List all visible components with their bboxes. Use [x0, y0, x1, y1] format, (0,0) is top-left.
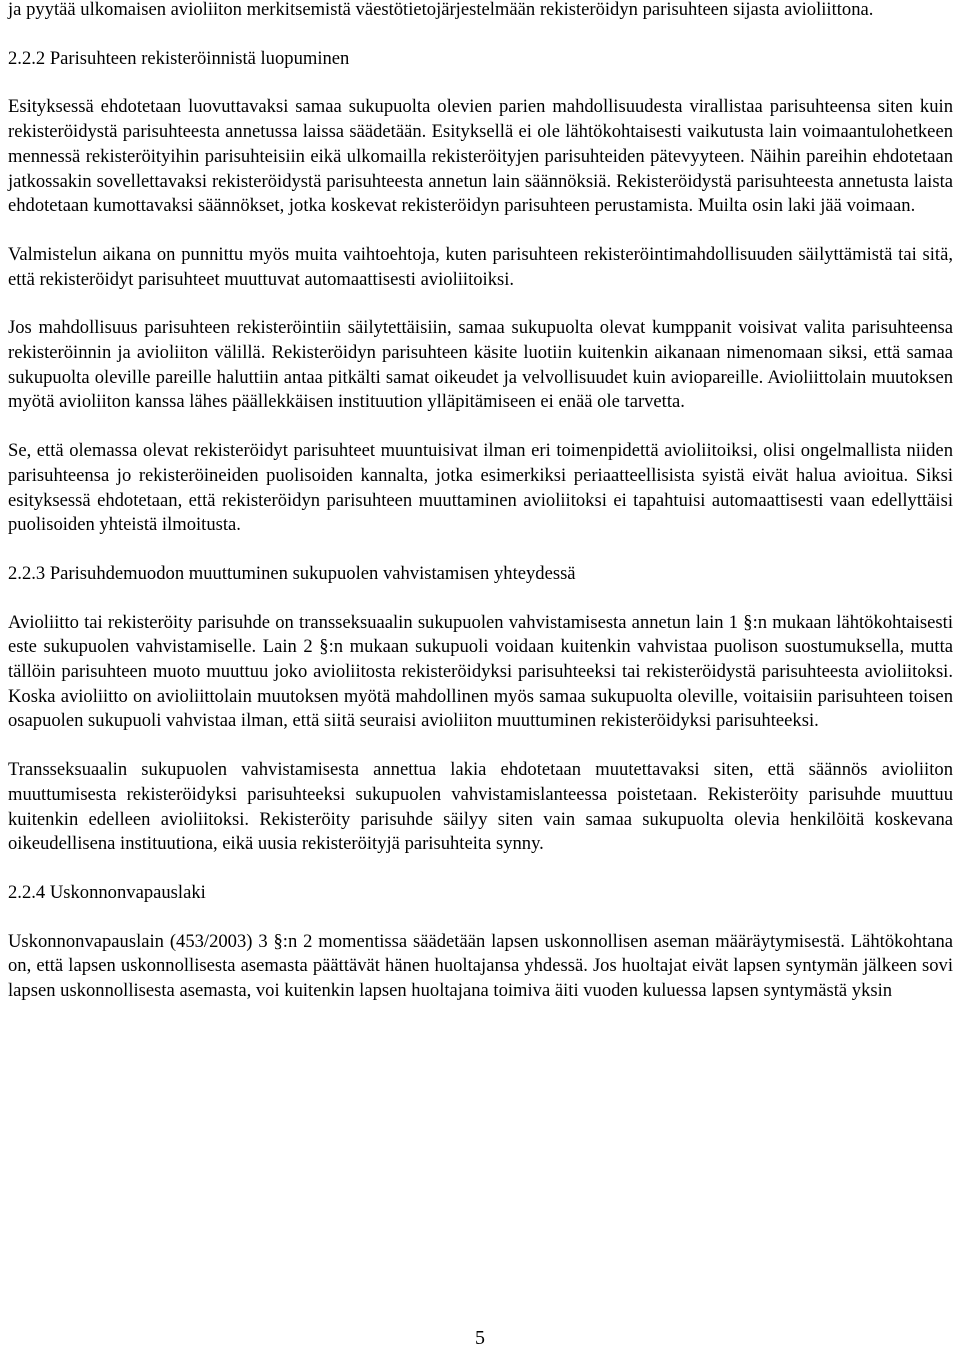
body-paragraph: Jos mahdollisuus parisuhteen rekisteröintiin säilytettäisiin, samaa sukupuolta olevat kumppanit voisivat valita parisuhteensa rekisteröinnin ja avioliiton välillä. Rekisteröidyn parisuhteen käsite luotiin kuitenkin aikanaan nimenomaan siksi, että samaa sukupuolta oleville pareille haluttiin antaa pitkälti samat oikeudet ja velvollisuudet kuin aviopareille. Avioliittolain muutoksen myötä avioliiton kanssa lähes päällekkäisen instituution ylläpitämiseen ei enää ole tarvetta.	[8, 317, 953, 413]
section-heading-2-2-2: 2.2.2 Parisuhteen rekisteröinnistä luopuminen	[8, 47, 350, 69]
body-paragraph: Esityksessä ehdotetaan luovuttavaksi samaa sukupuolta olevien parien mahdollisuudesta virallistaa parisuhteensa siten kuin rekisteröidystä parisuhteesta annetussa laissa säädetään. Esityksellä ei ole lähtökohtaisesti vaikutusta lain voimaantulohetkeen mennessä rekisteröityihin parisuhteisiin eikä ulkomailla rekisteröityjen parisuhteiden pätevyyteen. Näihin pareihin ehdotetaan jatkossakin sovellettavaksi rekisteröidystä parisuhteesta annetun lain säännöksiä. Rekisteröidystä parisuhteesta annetusta laista ehdotetaan kumottavaksi säännökset, jotka koskevat rekisteröidyn parisuhteen perustamista. Muilta osin laki jää voimaan.	[8, 96, 953, 217]
section-heading-2-2-3: 2.2.3 Parisuhdemuodon muuttuminen sukupuolen vahvistamisen yhteydessä	[8, 562, 576, 584]
lead-paragraph: ja pyytää ulkomaisen avioliiton merkitsemistä väestötietojärjestelmään rekisteröidyn parisuhteen sijasta avioliittona.	[8, 0, 874, 20]
body-paragraph: Avioliitto tai rekisteröity parisuhde on transseksuaalin sukupuolen vahvistamisesta annetun lain 1 §:n mukaan lähtökohtaisesti este sukupuolen vahvistamiselle. Lain 2 §:n mukaan sukupuoli voidaan kuitenkin vahvistaa puolison suostumuksella, mutta tällöin parisuhteen muoto muuttuu joko avioliitosta rekisteröidyksi parisuhteeksi tai rekisteröidystä parisuhteesta avioliitoksi. Koska avioliitto on avioliittolain muutoksen myötä mahdollinen myös samaa sukupuolta oleville, voitaisiin parisuhteen toisen osapuolen sukupuoli vahvistaa ilman, että siitä seuraisi avioliiton muuttuminen rekisteröidyksi parisuhteeksi.	[8, 611, 953, 732]
body-paragraph: Uskonnonvapauslain (453/2003) 3 §:n 2 momentissa säädetään lapsen uskonnollisen aseman määräytymisestä. Lähtökohtana on, että lapsen uskonnollisesta asemasta päättävät hänen huoltajansa yhdessä. Jos huoltajat eivät lapsen syntymän jälkeen sovi lapsen uskonnollisesta asemasta, voi kuitenkin lapsen huoltajana toimiva äiti vuoden kuluessa lapsen syntymästä yksin	[8, 930, 953, 1002]
section-heading-2-2-4: 2.2.4 Uskonnonvapauslaki	[8, 881, 206, 903]
body-paragraph: Transseksuaalin sukupuolen vahvistamisesta annettua lakia ehdotetaan muutettavaksi siten, että säännös avioliiton muuttumisesta rekisteröidyksi parisuhteeksi sukupuolen vahvistamislanteessa poistetaan. Rekisteröity parisuhde muuttuu kuitenkin edelleen avioliitoksi. Rekisteröity parisuhde säilyy siten vain samaa sukupuolta olevia henkilöitä koskevana oikeudellisena instituutiona, eikä uusia rekisteröityjä parisuhteita synny.	[8, 759, 953, 855]
body-paragraph: Valmistelun aikana on punnittu myös muita vaihtoehtoja, kuten parisuhteen rekisteröintimahdollisuuden säilyttämistä tai sitä, että rekisteröidyt parisuhteet muuttuvat automaattisesti avioliitoiksi.	[8, 243, 953, 290]
body-paragraph: Se, että olemassa olevat rekisteröidyt parisuhteet muuntuisivat ilman eri toimenpidettä avioliitoiksi, olisi ongelmallista niiden parisuhteensa jo rekisteröineiden puolisoiden kannalta, jotka esimerkiksi periaatteellisista syistä eivät halua avioitua. Siksi esityksessä ehdotetaan, että rekisteröidyn parisuhteen muuttaminen avioliitoksi ei tapahtuisi automaattisesti vaan edellyttäisi puolisoiden yhteistä ilmoitusta.	[8, 440, 953, 536]
page-number: 5	[475, 1327, 485, 1349]
